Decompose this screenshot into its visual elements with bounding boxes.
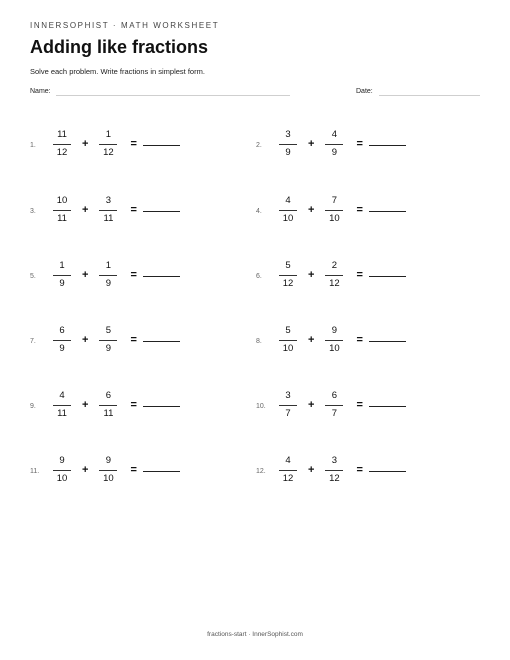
numerator: 3	[285, 390, 291, 401]
equals-sign: =	[356, 334, 363, 346]
denominator: 9	[59, 278, 65, 289]
denominator: 11	[57, 213, 67, 224]
fraction-bar	[325, 275, 343, 276]
numerator: 5	[285, 325, 291, 336]
numerator: 9	[59, 455, 65, 466]
problem-number: 6.	[256, 272, 262, 280]
fraction-second	[324, 390, 344, 420]
plus-sign: +	[308, 138, 315, 150]
problem-number: 2.	[256, 141, 262, 149]
problem-item	[256, 124, 406, 164]
fraction-bar	[53, 405, 71, 406]
problem-item	[256, 320, 406, 360]
answer-blank[interactable]	[369, 276, 406, 277]
answer-blank[interactable]	[143, 145, 180, 146]
fraction-bar	[325, 405, 343, 406]
denominator: 12	[103, 147, 114, 158]
fraction-bar	[325, 210, 343, 211]
fraction-first	[52, 129, 72, 159]
numerator: 5	[105, 325, 112, 336]
fraction-bar	[53, 210, 71, 211]
equals-sign: =	[130, 464, 137, 476]
fraction-bar	[99, 405, 117, 406]
numerator: 4	[59, 390, 65, 401]
plus-sign: +	[308, 204, 315, 216]
fraction-bar	[325, 340, 343, 341]
fraction-bar	[279, 275, 297, 276]
fraction-first	[278, 260, 298, 290]
fraction-second	[98, 260, 118, 290]
equals-sign: =	[130, 138, 137, 150]
problem-number: 1.	[30, 141, 36, 149]
fraction-second	[324, 260, 344, 290]
numerator: 10	[56, 195, 68, 206]
answer-blank[interactable]	[369, 341, 406, 342]
plus-sign: +	[308, 269, 315, 281]
denominator: 10	[329, 343, 340, 354]
equals-sign: =	[130, 204, 137, 216]
fraction-first	[52, 455, 72, 485]
problem-item	[256, 385, 406, 425]
numerator: 9	[331, 325, 338, 336]
equals-sign: =	[356, 138, 363, 150]
denominator: 9	[59, 343, 65, 354]
denominator: 10	[282, 213, 294, 224]
equals-sign: =	[356, 464, 363, 476]
instructions: Solve each problem. Write fractions in simplest form.	[30, 67, 205, 76]
equals-sign: =	[356, 269, 363, 281]
fraction-bar	[99, 275, 117, 276]
fraction-first	[278, 455, 298, 485]
problem-item	[30, 255, 180, 295]
denominator: 12	[56, 147, 68, 158]
denominator: 7	[331, 408, 338, 419]
page-title: Adding like fractions	[30, 37, 209, 57]
problem-number: 5.	[30, 272, 36, 280]
denominator: 10	[56, 473, 68, 484]
answer-blank[interactable]	[143, 406, 180, 407]
numerator: 1	[59, 260, 65, 271]
numerator: 5	[285, 260, 291, 271]
fraction-second	[98, 195, 118, 225]
denominator: 9	[105, 343, 112, 354]
fraction-second	[98, 390, 118, 420]
fraction-first	[52, 325, 72, 355]
answer-blank[interactable]	[143, 276, 180, 277]
problem-number: 11.	[30, 467, 40, 475]
problem-number: 9.	[30, 402, 36, 410]
problem-number: 7.	[30, 337, 36, 345]
fraction-bar	[99, 340, 117, 341]
problem-item	[30, 124, 180, 164]
equals-sign: =	[130, 269, 137, 281]
fraction-second	[98, 129, 118, 159]
numerator: 11	[57, 129, 67, 140]
fraction-bar	[279, 210, 297, 211]
fraction-bar	[325, 144, 343, 145]
equals-sign: =	[130, 399, 137, 411]
footer: fractions-start · InnerSophist.com	[207, 631, 303, 638]
numerator: 3	[285, 129, 291, 140]
fraction-bar	[99, 210, 117, 211]
fraction-bar	[279, 144, 297, 145]
plus-sign: +	[308, 464, 315, 476]
denominator: 12	[329, 473, 340, 484]
numerator: 1	[105, 260, 112, 271]
fraction-bar	[279, 405, 297, 406]
fraction-bar	[99, 144, 117, 145]
numerator: 3	[331, 455, 338, 466]
denominator: 9	[105, 278, 112, 289]
fraction-bar	[99, 470, 117, 471]
numerator: 9	[105, 455, 112, 466]
numerator: 6	[105, 390, 112, 401]
numerator: 7	[331, 195, 338, 206]
fraction-second	[324, 129, 344, 159]
denominator: 9	[331, 147, 338, 158]
denominator: 12	[282, 473, 294, 484]
equals-sign: =	[356, 399, 363, 411]
fraction-first	[278, 195, 298, 225]
answer-blank[interactable]	[143, 211, 180, 212]
fraction-bar	[53, 144, 71, 145]
fraction-first	[278, 325, 298, 355]
denominator: 10	[282, 343, 294, 354]
numerator: 6	[331, 390, 338, 401]
plus-sign: +	[82, 138, 89, 150]
denominator: 10	[329, 213, 340, 224]
problem-number: 12.	[256, 467, 266, 475]
plus-sign: +	[82, 464, 89, 476]
problem-item	[30, 450, 180, 490]
plus-sign: +	[308, 399, 315, 411]
fraction-second	[324, 325, 344, 355]
denominator: 9	[285, 147, 291, 158]
answer-blank[interactable]	[369, 406, 406, 407]
fraction-first	[52, 195, 72, 225]
answer-blank[interactable]	[369, 211, 406, 212]
answer-blank[interactable]	[369, 471, 406, 472]
problem-item	[256, 255, 406, 295]
numerator: 4	[331, 129, 338, 140]
fraction-bar	[53, 340, 71, 341]
answer-blank[interactable]	[143, 471, 180, 472]
fraction-bar	[279, 470, 297, 471]
fraction-first	[278, 390, 298, 420]
numerator: 6	[59, 325, 65, 336]
equals-sign: =	[130, 334, 137, 346]
problem-number: 3.	[30, 207, 36, 215]
fraction-bar	[279, 340, 297, 341]
answer-blank[interactable]	[143, 341, 180, 342]
answer-blank[interactable]	[369, 145, 406, 146]
fraction-second	[324, 195, 344, 225]
brand-header: INNERSOPHIST · MATH WORKSHEET	[30, 21, 220, 30]
numerator: 4	[285, 195, 291, 206]
problem-item	[30, 320, 180, 360]
fraction-first	[52, 260, 72, 290]
problem-item	[30, 190, 180, 230]
problem-item	[30, 385, 180, 425]
fraction-bar	[53, 470, 71, 471]
problem-number: 4.	[256, 207, 262, 215]
fraction-bar	[53, 275, 71, 276]
numerator: 2	[331, 260, 338, 271]
numerator: 1	[105, 129, 112, 140]
problem-number: 8.	[256, 337, 262, 345]
denominator: 10	[103, 473, 114, 484]
numerator: 4	[285, 455, 291, 466]
fraction-second	[324, 455, 344, 485]
fraction-first	[278, 129, 298, 159]
plus-sign: +	[82, 334, 89, 346]
numerator: 3	[105, 195, 112, 206]
fraction-first	[52, 390, 72, 420]
denominator: 12	[282, 278, 294, 289]
date-label: Date:	[356, 88, 373, 95]
name-label: Name:	[30, 88, 51, 95]
denominator: 11	[57, 408, 67, 419]
fraction-second	[98, 455, 118, 485]
equals-sign: =	[356, 204, 363, 216]
denominator: 11	[103, 408, 114, 419]
plus-sign: +	[82, 269, 89, 281]
name-field-line[interactable]	[56, 95, 290, 96]
denominator: 7	[285, 408, 291, 419]
plus-sign: +	[82, 204, 89, 216]
plus-sign: +	[308, 334, 315, 346]
problem-item	[256, 190, 406, 230]
denominator: 11	[103, 213, 114, 224]
problem-number: 10.	[256, 402, 266, 410]
denominator: 12	[329, 278, 340, 289]
problem-item	[256, 450, 406, 490]
fraction-second	[98, 325, 118, 355]
plus-sign: +	[82, 399, 89, 411]
date-field-line[interactable]	[379, 95, 480, 96]
fraction-bar	[325, 470, 343, 471]
